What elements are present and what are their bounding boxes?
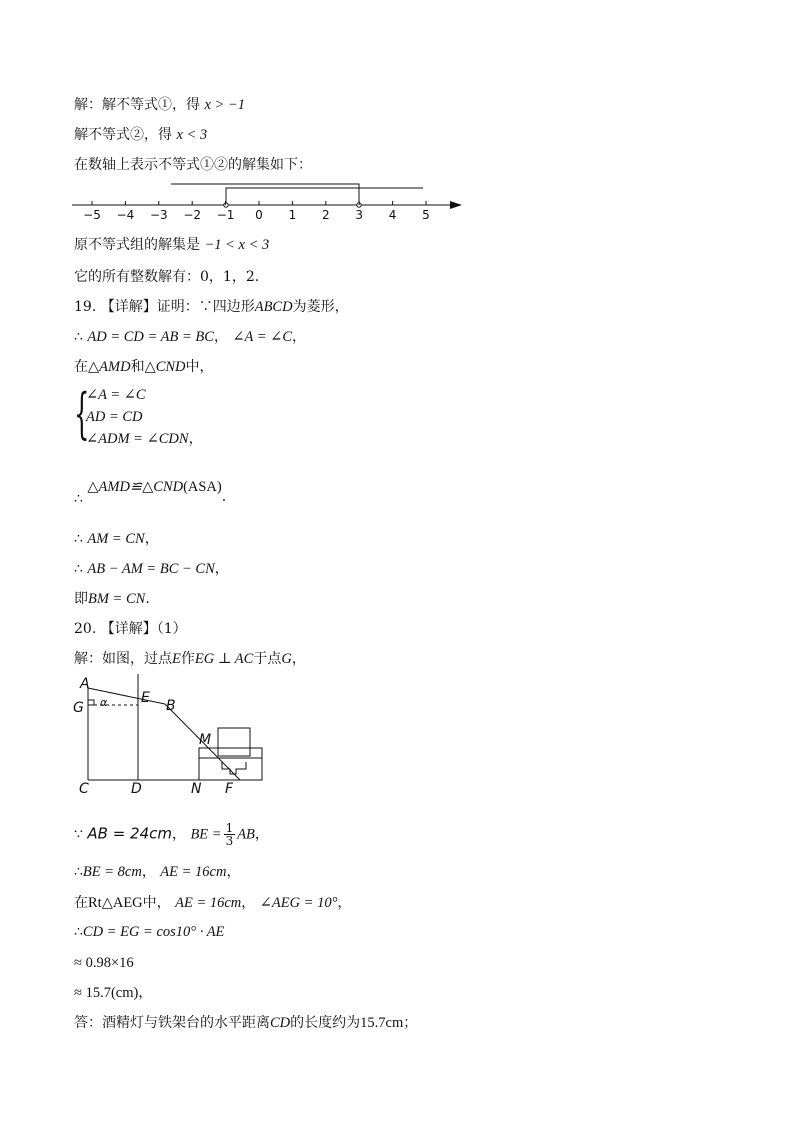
system-row-3 bbox=[86, 430, 203, 448]
numerator: 1 bbox=[225, 821, 234, 835]
lamp-geometry-figure bbox=[0, 672, 800, 802]
text: 在 bbox=[74, 359, 88, 375]
lamp-right-angle bbox=[88, 700, 94, 705]
line-1 bbox=[74, 96, 245, 114]
tick-label: −2 bbox=[183, 208, 202, 220]
label-alpha: α bbox=[100, 696, 108, 709]
q20-heading bbox=[74, 620, 187, 638]
text: 证明：∵四边形 bbox=[156, 299, 255, 315]
q19-heading bbox=[74, 298, 349, 316]
tick-label: 0 bbox=[255, 208, 263, 220]
text: ， bbox=[337, 895, 352, 911]
text: ， bbox=[254, 826, 269, 843]
label-D: D bbox=[131, 781, 142, 797]
math: AB bbox=[237, 826, 255, 843]
math: 15.7cm bbox=[360, 1015, 404, 1031]
math: △CND bbox=[144, 359, 186, 375]
line-3 bbox=[74, 156, 312, 174]
math: CD bbox=[270, 1015, 291, 1031]
math: AM = CN bbox=[87, 531, 145, 547]
math: (ASA) bbox=[183, 479, 222, 495]
tick-label: −3 bbox=[149, 208, 168, 220]
text: ， bbox=[138, 985, 153, 1001]
question-number: 19. bbox=[74, 299, 97, 315]
q20-answer bbox=[74, 1014, 417, 1032]
text: ， bbox=[188, 431, 203, 447]
math: ABCD bbox=[254, 299, 293, 315]
math: −1 < x < 3 bbox=[204, 237, 270, 253]
text: 于点 bbox=[253, 651, 282, 667]
text: 为菱形， bbox=[292, 299, 349, 315]
lamp-wick bbox=[222, 762, 246, 774]
tick-label: −5 bbox=[83, 208, 101, 220]
math: △AMD≌△CND bbox=[87, 479, 184, 495]
text: ， bbox=[241, 895, 256, 911]
text: ， bbox=[291, 651, 306, 667]
line-2 bbox=[74, 126, 207, 144]
q20-line-4 bbox=[74, 894, 351, 912]
denominator: 3 bbox=[225, 834, 234, 848]
therefore: ∴ bbox=[74, 329, 83, 345]
number-line-figure bbox=[0, 180, 800, 220]
text: ， bbox=[141, 864, 156, 880]
math: AB = 24cm bbox=[87, 824, 172, 843]
therefore: ∴ bbox=[74, 491, 83, 507]
part-label: （1） bbox=[156, 621, 187, 637]
math: AE = 16cm bbox=[175, 895, 242, 911]
label-N: N bbox=[191, 781, 202, 797]
text: 解不等式②，得 bbox=[74, 127, 172, 143]
therefore: ∴ bbox=[74, 531, 83, 547]
math: E bbox=[172, 651, 181, 667]
lamp-base bbox=[199, 748, 262, 780]
label-G: G bbox=[73, 700, 84, 716]
q20-line-6 bbox=[74, 954, 134, 972]
q19-line-5 bbox=[74, 560, 229, 578]
tick-label: 3 bbox=[355, 208, 364, 220]
axis-arrow bbox=[450, 201, 462, 209]
label-A: A bbox=[80, 676, 90, 692]
fraction-one-third bbox=[224, 822, 236, 847]
brace: { bbox=[74, 382, 90, 445]
text: 即 bbox=[74, 591, 88, 607]
math: Rt△AEG bbox=[88, 895, 143, 911]
lamp-top-box bbox=[218, 728, 250, 756]
math: EG ⊥ AC bbox=[194, 651, 254, 667]
text: ， bbox=[214, 561, 229, 577]
text: ， bbox=[226, 864, 241, 880]
math: ≈ 0.98×16 bbox=[74, 955, 134, 971]
math: x > −1 bbox=[204, 97, 245, 113]
equation-system bbox=[74, 384, 264, 448]
tick-label: 1 bbox=[288, 208, 297, 220]
math: AE = 16cm bbox=[160, 864, 227, 880]
math: x < 3 bbox=[176, 127, 208, 143]
text: ， bbox=[171, 826, 186, 843]
tick-label: −1 bbox=[216, 208, 235, 220]
q20-line-3 bbox=[74, 863, 240, 881]
therefore: ∴ bbox=[74, 561, 83, 577]
math: ≈ 15.7(cm) bbox=[74, 985, 139, 1001]
math: BE = bbox=[190, 826, 222, 843]
text: 中， bbox=[142, 895, 171, 911]
math: AD = CD = AB = BC bbox=[87, 329, 214, 345]
math: G bbox=[281, 651, 292, 667]
number-line bbox=[72, 184, 462, 220]
text: ， bbox=[213, 329, 228, 345]
text: 它的所有整数解有：0，1，2. bbox=[74, 269, 260, 285]
label-C: C bbox=[79, 781, 89, 797]
q19-line-3 bbox=[74, 479, 227, 507]
solution-bracket-gt-neg1 bbox=[226, 188, 423, 205]
q19-line-1 bbox=[74, 328, 306, 346]
q20-line-1 bbox=[74, 650, 306, 668]
label-F: F bbox=[225, 781, 234, 797]
therefore: ∴ bbox=[74, 864, 83, 880]
label-E: E bbox=[141, 690, 150, 706]
text: 的长度约为 bbox=[290, 1015, 361, 1031]
math: AB − AM = BC − CN bbox=[87, 561, 215, 577]
q19-line-2 bbox=[74, 358, 214, 376]
system-row-2: AD = CD bbox=[86, 409, 143, 425]
text: 中， bbox=[185, 359, 214, 375]
line-4 bbox=[74, 236, 269, 254]
text: ， bbox=[144, 531, 159, 547]
tick-label: 4 bbox=[388, 208, 397, 220]
system-row-1: ∠A = ∠C bbox=[86, 387, 146, 403]
q20-line-7 bbox=[74, 984, 152, 1002]
label-B: B bbox=[166, 698, 176, 714]
math: BM = CN bbox=[88, 591, 146, 607]
tick-label: 5 bbox=[422, 208, 430, 220]
text: ； bbox=[403, 1015, 418, 1031]
tick-label: 2 bbox=[321, 208, 330, 220]
math: ∠AEG = 10° bbox=[259, 895, 338, 911]
text: 和 bbox=[130, 359, 145, 375]
math: ∠ADM = ∠CDN bbox=[86, 431, 189, 447]
line-5 bbox=[74, 268, 259, 286]
q19-line-4 bbox=[74, 530, 159, 548]
detail-tag: 【详解】 bbox=[100, 621, 157, 637]
text: ， bbox=[292, 329, 306, 345]
text: 解：如图，过点 bbox=[74, 651, 172, 667]
text: 作 bbox=[180, 651, 195, 667]
text: 在数轴上表示不等式①②的解集如下： bbox=[74, 157, 312, 173]
question-number: 20. bbox=[74, 621, 97, 637]
math: △AMD bbox=[88, 359, 131, 375]
q20-line-5 bbox=[74, 923, 224, 941]
text: 答：酒精灯与铁架台的水平距离 bbox=[74, 1015, 270, 1031]
text: . bbox=[221, 489, 227, 505]
q20-line-2 bbox=[74, 822, 269, 847]
therefore: ∴ bbox=[74, 924, 83, 940]
text: 在 bbox=[74, 895, 88, 911]
text: 原不等式组的解集是 bbox=[74, 237, 200, 253]
text: . bbox=[145, 591, 150, 607]
label-M: M bbox=[199, 732, 212, 748]
math: BE = 8cm bbox=[82, 864, 142, 880]
detail-tag: 【详解】 bbox=[100, 299, 157, 315]
math: CD = EG = cos10° · AE bbox=[82, 924, 225, 940]
q19-line-6 bbox=[74, 590, 150, 608]
tick-label: −4 bbox=[116, 208, 135, 220]
math: ∠A = ∠C bbox=[232, 329, 292, 345]
because: ∵ bbox=[74, 826, 83, 843]
text: 解：解不等式①，得 bbox=[74, 97, 200, 113]
solution-bracket-lt-3 bbox=[171, 184, 359, 205]
